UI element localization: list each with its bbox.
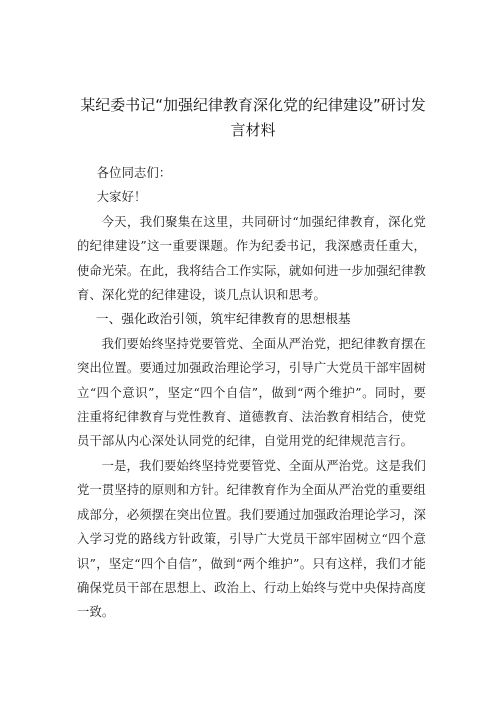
section-heading: 一、强化政治引领，筑牢纪律教育的思想根基 — [95, 311, 351, 327]
section-paragraph: 我们要始终坚持党要管党、全面从严治党，把纪律教育摆在突出位置。要通过加强政治理论学习，引导广大党员干部牢固树立“四个意识”，坚定“四个自信”，做到“两个维护”。同时，要注重将纪律教育与党性教育、道德教育、法治教育相结合，使党员干部从内心深处认同党的纪律，自觉用党的纪律规范言行。 — [77, 336, 426, 449]
document-title: 某纪委书记“加强纪律教育深化党的纪律建设”研讨发言材料 — [80, 96, 426, 139]
document-body — [77, 161, 426, 625]
intro-paragraph: 今天，我们聚集在这里，共同研讨“加强纪律教育，深化党的纪律建设”这一重要课题。作为纪委书记，我深感责任重大，使命光荣。在此，我将结合工作实际，就如何进一步加强纪律教育、深化党的纪律建设，谈几点认识和思考。 — [77, 214, 426, 303]
salutation: 各位同志们： — [96, 166, 172, 180]
section-paragraph: 一是，我们要始终坚持党要管党、全面从严治党。这是我们党一贯坚持的原则和方针。纪律教育作为全面从严治党的重要组成部分，必须摆在突出位置。我们要通过加强政治理论学习，深入学习党的路线方针政策，引导广大党员干部牢固树立“四个意识”，坚定“四个自信”，做到“两个维护”。只有这样，我们才能确保党员干部在思想上、政治上、行动上始终与党中央保持高度一致。 — [77, 458, 426, 620]
greeting: 大家好！ — [96, 190, 147, 205]
